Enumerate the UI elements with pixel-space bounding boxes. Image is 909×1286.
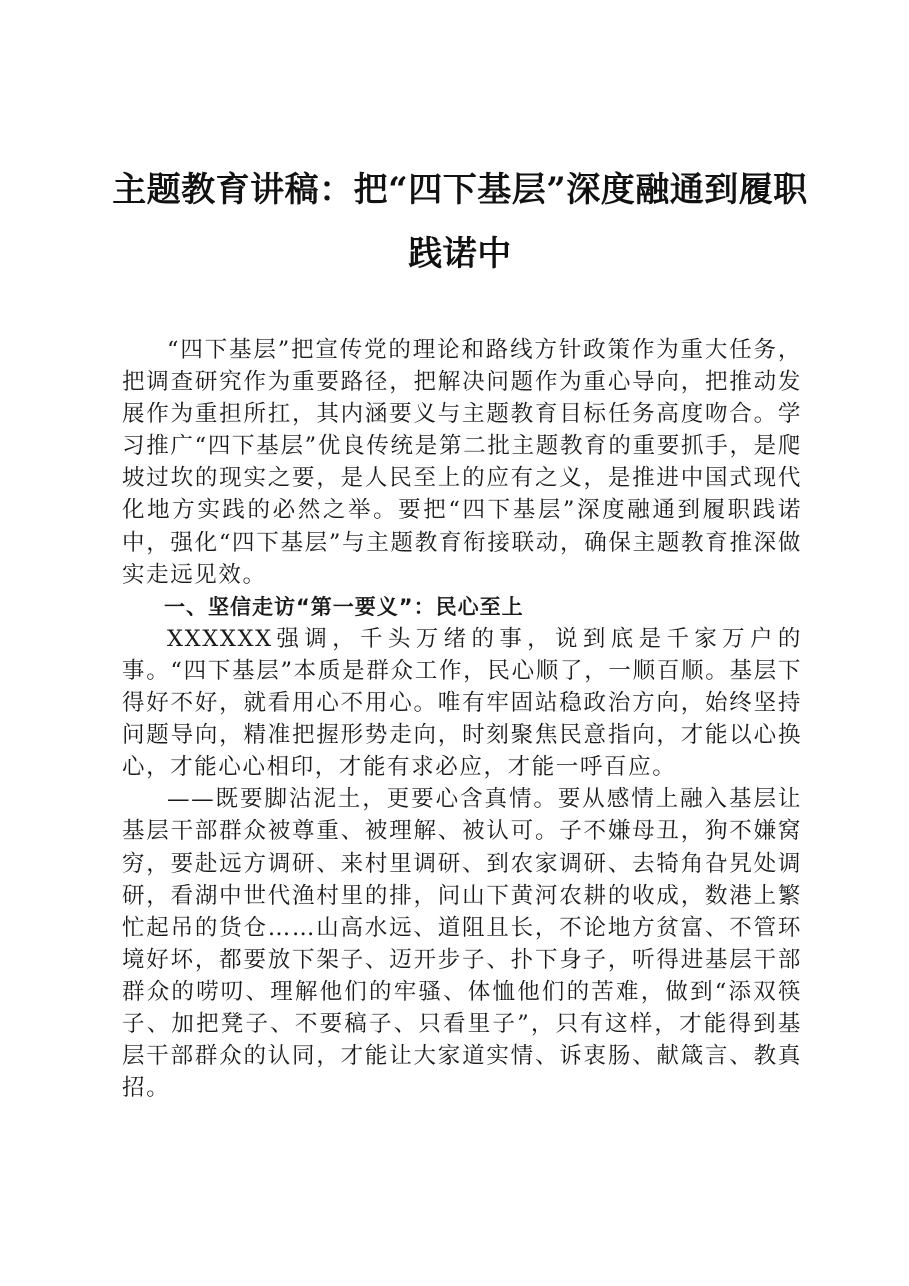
document-body bbox=[122, 334, 802, 1104]
intro-paragraph: “四下基层”把宣传党的理论和路线方针政策作为重大任务，把调查研究作为重要路径，把解决问题作为重心导向，把推动发展作为重担所扛，其内涵要义与主题教育目标任务高度吻合。学习推广“四下基层”优良传统是第二批主题教育的重要抓手，是爬坡过坎的现实之要，是人民至上的应有之义，是推进中国式现代化地方实践的必然之举。要把“四下基层”深度融通到履职践诺中，强化“四下基层”与主题教育衔接联动，确保主题教育推深做实走远见效。 bbox=[122, 337, 802, 588]
document-title: 主题教育讲稿：把“四下基层”深度融通到履职践诺中 bbox=[112, 170, 808, 274]
body-paragraph: XXXXXX强调，千头万绪的事，说到底是千家万户的事。“四下基层”本质是群众工作，民心顺了，一顺百顺。基层下得好不好，就看用心不用心。唯有牢固站稳政治方向，始终坚持问题导向，精准把握形势走向，时刻聚焦民意指向，才能以心换心，才能心心相印，才能有求必应，才能一呼百应。 bbox=[122, 625, 802, 781]
section-heading: 一、坚信走访“第一要义”：民心至上 bbox=[164, 594, 524, 619]
body-paragraph: ——既要脚沾泥土，更要心含真情。要从感情上融入基层让基层干部群众被尊重、被理解、被认可。子不嫌母丑，狗不嫌窝穷，要赴远方调研、来村里调研、到农家调研、去犄角旮旯处调研，看湖中世代渔村里的排，问山下黄河农耕的收成，数港上繁忙起吊的货仓……山高水远、道阻且长，不论地方贫富、不管环境好坏，都要放下架子、迈开步子、扑下身子，听得进基层干部群众的唠叨、理解他们的牢骚、体恤他们的苦难，做到“添双筷子、加把凳子、不要稿子、只看里子”，只有这样，才能得到基层干部群众的认同，才能让大家道实情、诉衷肠、献箴言、教真招。 bbox=[122, 786, 802, 1102]
